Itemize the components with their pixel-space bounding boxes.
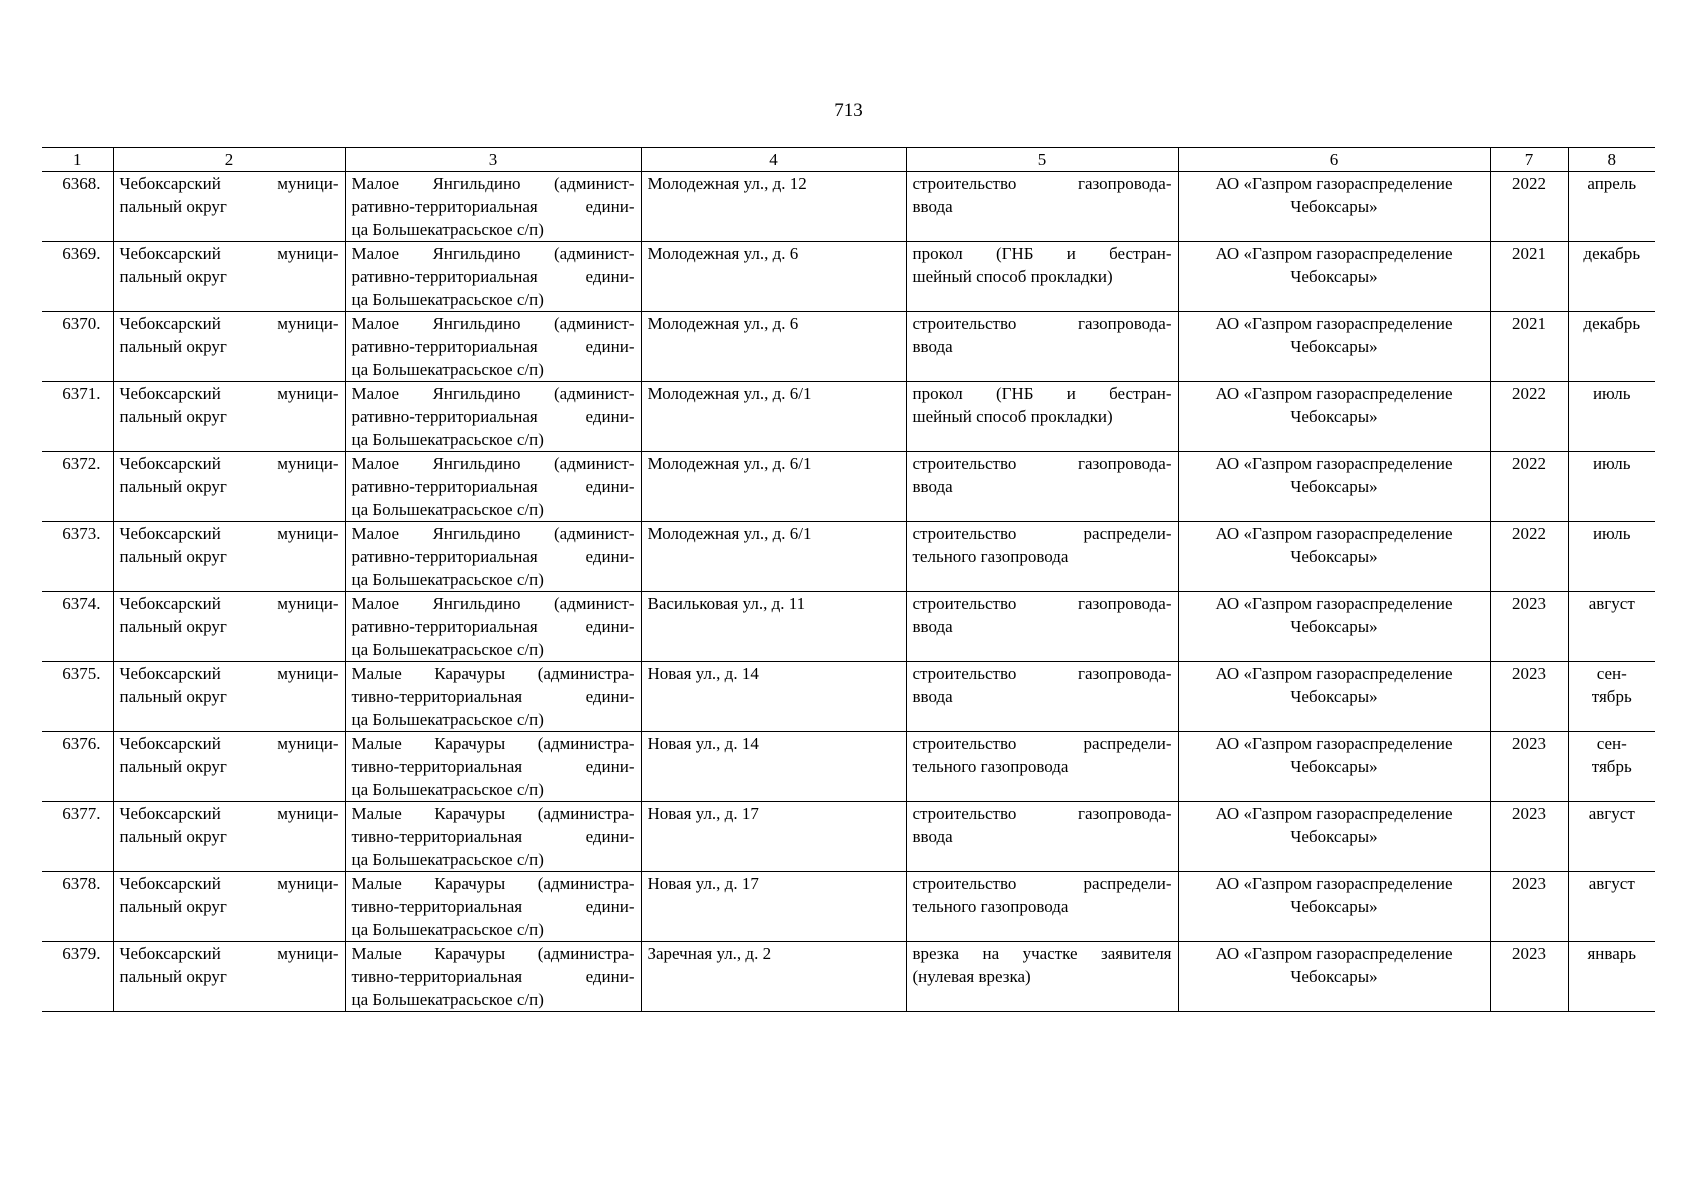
column-number: 8 — [1568, 148, 1655, 172]
address-cell: Васильковая ул., д. 11 — [641, 592, 906, 662]
cell-line: ввода — [912, 197, 953, 216]
cell-line: Чебоксарский муници- — [119, 594, 339, 613]
cell-line: тельного газопровода — [912, 757, 1069, 776]
work-type-cell — [906, 522, 1178, 592]
cell-line: ративно-территориальная едини- — [351, 337, 635, 356]
month-cell: июль — [1568, 452, 1655, 522]
work-type-cell — [906, 382, 1178, 452]
cell-line: Малые Карачуры (администра- — [351, 664, 635, 683]
cell-line: АО «Газпром газораспределение — [1215, 384, 1453, 403]
cell-line: Чебоксарский муници- — [119, 244, 339, 263]
locality-cell — [345, 522, 641, 592]
month-cell: август — [1568, 592, 1655, 662]
work-type-cell — [906, 872, 1178, 942]
cell-line: Чебоксары» — [1290, 337, 1378, 356]
cell-line: тивно-территориальная едини- — [351, 897, 635, 916]
month-cell — [1568, 662, 1655, 732]
cell-line: Чебоксарский муници- — [119, 384, 339, 403]
column-number: 1 — [42, 148, 113, 172]
year-cell: 2023 — [1490, 942, 1568, 1012]
district-cell — [113, 732, 345, 802]
cell-line: пальный округ — [119, 827, 227, 846]
cell-line: АО «Газпром газораспределение — [1215, 874, 1453, 893]
column-number: 6 — [1178, 148, 1490, 172]
organization-cell — [1178, 452, 1490, 522]
cell-line: ративно-территориальная едини- — [351, 477, 635, 496]
cell-line: АО «Газпром газораспределение — [1215, 664, 1453, 683]
organization-cell — [1178, 942, 1490, 1012]
cell-line: Малое Янгильдино (админист- — [351, 384, 635, 403]
address-cell: Молодежная ул., д. 6/1 — [641, 522, 906, 592]
cell-line: Чебоксарский муници- — [119, 944, 339, 963]
table-row — [42, 312, 1655, 382]
district-cell — [113, 452, 345, 522]
year-cell: 2022 — [1490, 172, 1568, 242]
year-cell: 2023 — [1490, 592, 1568, 662]
organization-cell — [1178, 242, 1490, 312]
cell-line: Чебоксарский муници- — [119, 664, 339, 683]
cell-line: Малые Карачуры (администра- — [351, 944, 635, 963]
cell-line: Чебоксарский муници- — [119, 174, 339, 193]
cell-line: АО «Газпром газораспределение — [1215, 594, 1453, 613]
district-cell — [113, 382, 345, 452]
work-type-cell — [906, 662, 1178, 732]
work-type-cell — [906, 172, 1178, 242]
cell-line: ративно-территориальная едини- — [351, 197, 635, 216]
address-cell: Молодежная ул., д. 6/1 — [641, 452, 906, 522]
month-cell — [1568, 732, 1655, 802]
cell-line: строительство газопровода- — [912, 664, 1172, 683]
month-cell: август — [1568, 802, 1655, 872]
district-cell — [113, 522, 345, 592]
cell-line: Чебоксары» — [1290, 407, 1378, 426]
cell-line: ца Большекатрасьское с/п) — [351, 500, 544, 519]
locality-cell — [345, 872, 641, 942]
cell-line: Малое Янгильдино (админист- — [351, 244, 635, 263]
cell-line: пальный округ — [119, 477, 227, 496]
cell-line: пальный округ — [119, 967, 227, 986]
cell-line: строительство газопровода- — [912, 804, 1172, 823]
organization-cell — [1178, 732, 1490, 802]
cell-line: ца Большекатрасьское с/п) — [351, 430, 544, 449]
column-number: 5 — [906, 148, 1178, 172]
cell-line: АО «Газпром газораспределение — [1215, 174, 1453, 193]
cell-line: пальный округ — [119, 617, 227, 636]
table-row — [42, 382, 1655, 452]
cell-line: АО «Газпром газораспределение — [1215, 244, 1453, 263]
cell-line: шейный способ прокладки) — [912, 267, 1113, 286]
column-number: 4 — [641, 148, 906, 172]
cell-line: ввода — [912, 827, 953, 846]
locality-cell — [345, 312, 641, 382]
cell-line: тивно-территориальная едини- — [351, 827, 635, 846]
cell-line: Чебоксары» — [1290, 897, 1378, 916]
cell-line: Чебоксарский муници- — [119, 734, 339, 753]
year-cell: 2022 — [1490, 382, 1568, 452]
work-type-cell — [906, 802, 1178, 872]
row-number-cell: 6373. — [42, 522, 113, 592]
month-cell: январь — [1568, 942, 1655, 1012]
cell-line: ца Большекатрасьское с/п) — [351, 990, 544, 1009]
row-number-cell: 6374. — [42, 592, 113, 662]
month-cell: апрель — [1568, 172, 1655, 242]
month-cell: декабрь — [1568, 312, 1655, 382]
year-cell: 2021 — [1490, 312, 1568, 382]
locality-cell — [345, 242, 641, 312]
cell-line: строительство газопровода- — [912, 594, 1172, 613]
cell-line: АО «Газпром газораспределение — [1215, 734, 1453, 753]
cell-line: ца Большекатрасьское с/п) — [351, 570, 544, 589]
locality-cell — [345, 942, 641, 1012]
district-cell — [113, 802, 345, 872]
address-cell: Новая ул., д. 14 — [641, 662, 906, 732]
cell-line: Чебоксарский муници- — [119, 454, 339, 473]
month-cell: июль — [1568, 522, 1655, 592]
cell-line: Малое Янгильдино (админист- — [351, 314, 635, 333]
organization-cell — [1178, 802, 1490, 872]
cell-line: Малое Янгильдино (админист- — [351, 174, 635, 193]
cell-line: врезка на участке заявителя — [912, 944, 1172, 963]
cell-line: (нулевая врезка) — [912, 967, 1031, 986]
organization-cell — [1178, 172, 1490, 242]
cell-line: пальный округ — [119, 547, 227, 566]
organization-cell — [1178, 592, 1490, 662]
address-cell: Молодежная ул., д. 6 — [641, 312, 906, 382]
cell-line: ца Большекатрасьское с/п) — [351, 710, 544, 729]
cell-line: прокол (ГНБ и бестран- — [912, 244, 1172, 263]
cell-line: Чебоксары» — [1290, 757, 1378, 776]
cell-line: ввода — [912, 477, 953, 496]
table-row — [42, 452, 1655, 522]
cell-line: строительство газопровода- — [912, 174, 1172, 193]
column-number: 2 — [113, 148, 345, 172]
cell-line: Чебоксары» — [1290, 267, 1378, 286]
year-cell: 2022 — [1490, 522, 1568, 592]
cell-line: Чебоксарский муници- — [119, 874, 339, 893]
gas-works-table — [42, 147, 1655, 1012]
cell-line: пальный округ — [119, 337, 227, 356]
cell-line: ца Большекатрасьское с/п) — [351, 360, 544, 379]
table-row — [42, 172, 1655, 242]
table-row — [42, 522, 1655, 592]
cell-line: Чебоксары» — [1290, 827, 1378, 846]
row-number-cell: 6371. — [42, 382, 113, 452]
district-cell — [113, 662, 345, 732]
cell-line: Чебоксары» — [1290, 477, 1378, 496]
locality-cell — [345, 732, 641, 802]
cell-line: сен- — [1596, 664, 1627, 683]
cell-line: Малое Янгильдино (админист- — [351, 524, 635, 543]
district-cell — [113, 242, 345, 312]
column-number-row — [42, 148, 1655, 172]
address-cell: Заречная ул., д. 2 — [641, 942, 906, 1012]
district-cell — [113, 942, 345, 1012]
locality-cell — [345, 592, 641, 662]
address-cell: Молодежная ул., д. 6 — [641, 242, 906, 312]
cell-line: Малое Янгильдино (админист- — [351, 594, 635, 613]
year-cell: 2023 — [1490, 732, 1568, 802]
cell-line: АО «Газпром газораспределение — [1215, 944, 1453, 963]
cell-line: тельного газопровода — [912, 897, 1069, 916]
cell-line: строительство распредели- — [912, 734, 1172, 753]
cell-line: ративно-территориальная едини- — [351, 267, 635, 286]
cell-line: ввода — [912, 617, 953, 636]
column-number: 7 — [1490, 148, 1568, 172]
cell-line: Малое Янгильдино (админист- — [351, 454, 635, 473]
district-cell — [113, 872, 345, 942]
cell-line: пальный округ — [119, 407, 227, 426]
table-row — [42, 802, 1655, 872]
year-cell: 2023 — [1490, 872, 1568, 942]
cell-line: Чебоксары» — [1290, 547, 1378, 566]
column-number: 3 — [345, 148, 641, 172]
cell-line: Чебоксарский муници- — [119, 524, 339, 543]
cell-line: АО «Газпром газораспределение — [1215, 524, 1453, 543]
organization-cell — [1178, 662, 1490, 732]
organization-cell — [1178, 872, 1490, 942]
cell-line: пальный округ — [119, 757, 227, 776]
district-cell — [113, 172, 345, 242]
cell-line: Малые Карачуры (администра- — [351, 734, 635, 753]
cell-line: шейный способ прокладки) — [912, 407, 1113, 426]
row-number-cell: 6375. — [42, 662, 113, 732]
work-type-cell — [906, 592, 1178, 662]
cell-line: ца Большекатрасьское с/п) — [351, 920, 544, 939]
address-cell: Молодежная ул., д. 12 — [641, 172, 906, 242]
cell-line: ввода — [912, 337, 953, 356]
cell-line: строительство газопровода- — [912, 454, 1172, 473]
locality-cell — [345, 662, 641, 732]
row-number-cell: 6369. — [42, 242, 113, 312]
row-number-cell: 6372. — [42, 452, 113, 522]
cell-line: строительство распредели- — [912, 874, 1172, 893]
cell-line: ца Большекатрасьское с/п) — [351, 780, 544, 799]
cell-line: Чебоксарский муници- — [119, 314, 339, 333]
cell-line: тивно-территориальная едини- — [351, 967, 635, 986]
table-row — [42, 242, 1655, 312]
organization-cell — [1178, 522, 1490, 592]
work-type-cell — [906, 732, 1178, 802]
cell-line: ративно-территориальная едини- — [351, 617, 635, 636]
work-type-cell — [906, 452, 1178, 522]
cell-line: тельного газопровода — [912, 547, 1069, 566]
year-cell: 2023 — [1490, 662, 1568, 732]
table-row — [42, 662, 1655, 732]
cell-line: Чебоксары» — [1290, 967, 1378, 986]
locality-cell — [345, 172, 641, 242]
cell-line: сен- — [1596, 734, 1627, 753]
cell-line: ца Большекатрасьское с/п) — [351, 850, 544, 869]
table-row — [42, 942, 1655, 1012]
address-cell: Новая ул., д. 17 — [641, 872, 906, 942]
cell-line: тябрь — [1591, 687, 1632, 706]
page-number: 713 — [834, 100, 863, 121]
cell-line: Малые Карачуры (администра- — [351, 874, 635, 893]
address-cell: Молодежная ул., д. 6/1 — [641, 382, 906, 452]
row-number-cell: 6379. — [42, 942, 113, 1012]
cell-line: прокол (ГНБ и бестран- — [912, 384, 1172, 403]
cell-line: Малые Карачуры (администра- — [351, 804, 635, 823]
year-cell: 2022 — [1490, 452, 1568, 522]
cell-line: пальный округ — [119, 197, 227, 216]
work-type-cell — [906, 312, 1178, 382]
cell-line: Чебоксары» — [1290, 687, 1378, 706]
year-cell: 2023 — [1490, 802, 1568, 872]
locality-cell — [345, 382, 641, 452]
month-cell: июль — [1568, 382, 1655, 452]
cell-line: тябрь — [1591, 757, 1632, 776]
cell-line: Чебоксары» — [1290, 617, 1378, 636]
work-type-cell — [906, 242, 1178, 312]
cell-line: Чебоксарский муници- — [119, 804, 339, 823]
work-type-cell — [906, 942, 1178, 1012]
address-cell: Новая ул., д. 17 — [641, 802, 906, 872]
cell-line: пальный округ — [119, 897, 227, 916]
cell-line: строительство газопровода- — [912, 314, 1172, 333]
row-number-cell: 6378. — [42, 872, 113, 942]
row-number-cell: 6377. — [42, 802, 113, 872]
cell-line: строительство распредели- — [912, 524, 1172, 543]
table-row — [42, 872, 1655, 942]
table-row — [42, 732, 1655, 802]
month-cell: август — [1568, 872, 1655, 942]
cell-line: пальный округ — [119, 267, 227, 286]
cell-line: АО «Газпром газораспределение — [1215, 314, 1453, 333]
cell-line: АО «Газпром газораспределение — [1215, 804, 1453, 823]
locality-cell — [345, 802, 641, 872]
locality-cell — [345, 452, 641, 522]
address-cell: Новая ул., д. 14 — [641, 732, 906, 802]
organization-cell — [1178, 312, 1490, 382]
cell-line: ративно-территориальная едини- — [351, 547, 635, 566]
cell-line: ввода — [912, 687, 953, 706]
cell-line: тивно-территориальная едини- — [351, 687, 635, 706]
cell-line: АО «Газпром газораспределение — [1215, 454, 1453, 473]
cell-line: ративно-территориальная едини- — [351, 407, 635, 426]
organization-cell — [1178, 382, 1490, 452]
district-cell — [113, 312, 345, 382]
district-cell — [113, 592, 345, 662]
cell-line: тивно-территориальная едини- — [351, 757, 635, 776]
row-number-cell: 6368. — [42, 172, 113, 242]
cell-line: ца Большекатрасьское с/п) — [351, 290, 544, 309]
cell-line: Чебоксары» — [1290, 197, 1378, 216]
table-row — [42, 592, 1655, 662]
year-cell: 2021 — [1490, 242, 1568, 312]
row-number-cell: 6370. — [42, 312, 113, 382]
row-number-cell: 6376. — [42, 732, 113, 802]
month-cell: декабрь — [1568, 242, 1655, 312]
cell-line: ца Большекатрасьское с/п) — [351, 220, 544, 239]
cell-line: ца Большекатрасьское с/п) — [351, 640, 544, 659]
cell-line: пальный округ — [119, 687, 227, 706]
table-body — [42, 148, 1655, 1012]
